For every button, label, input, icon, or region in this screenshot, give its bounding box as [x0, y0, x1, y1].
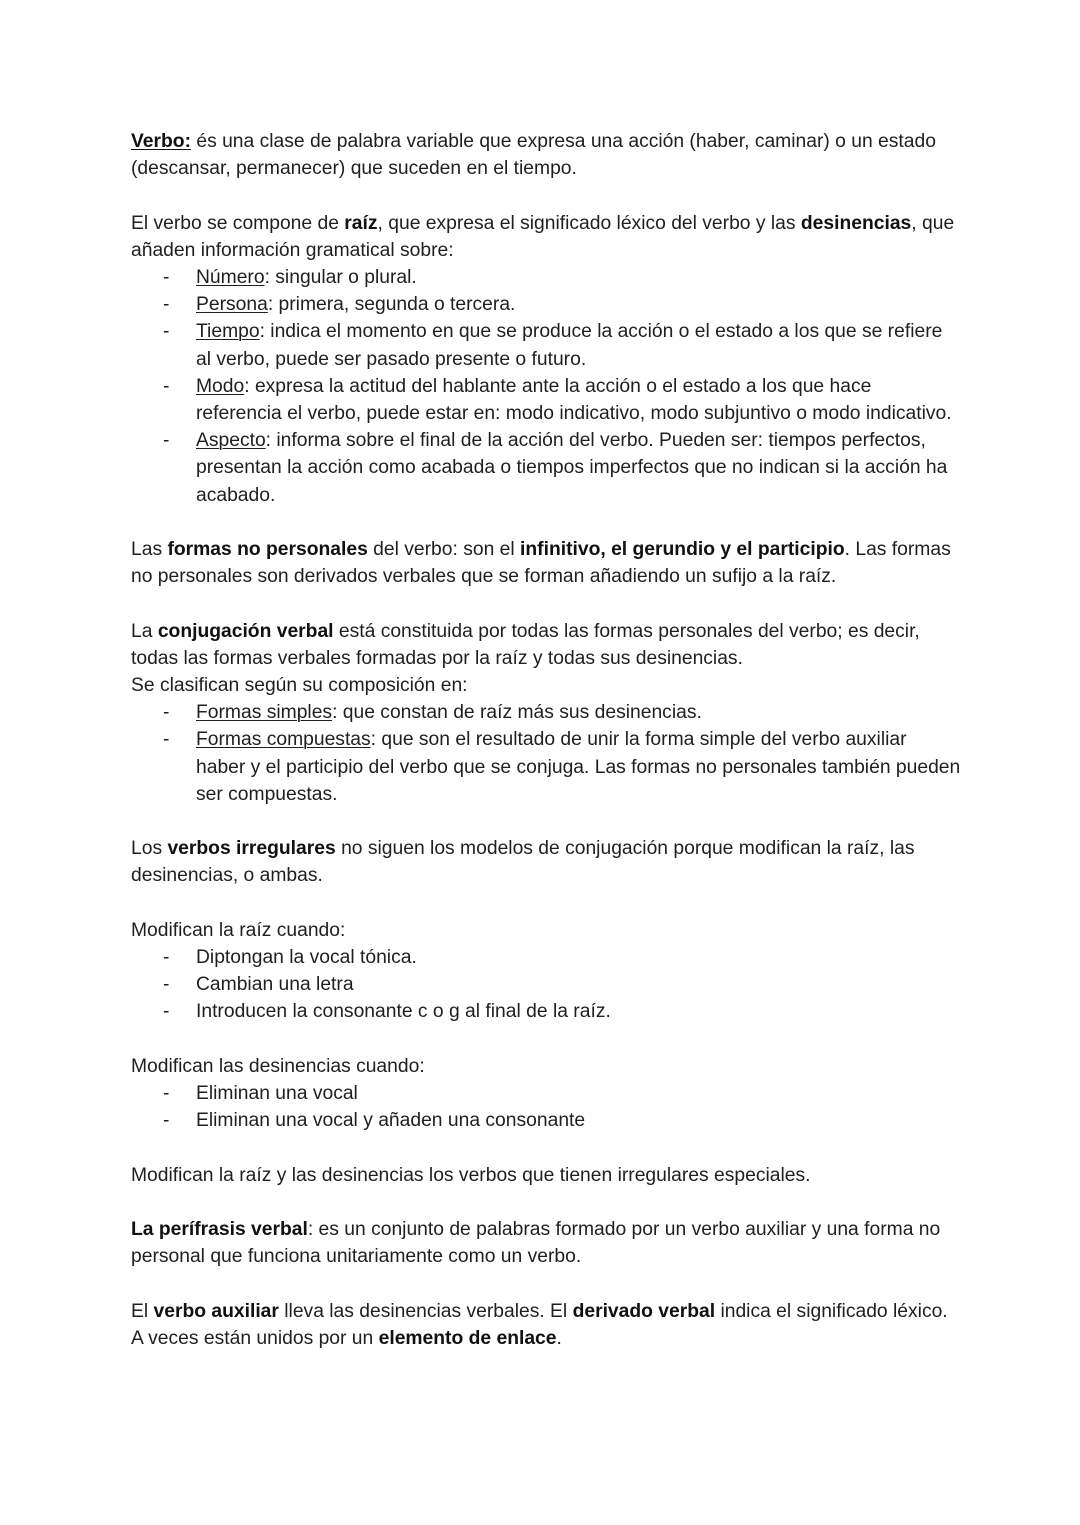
- grammatical-info-list: [131, 264, 961, 509]
- special-irregulars-paragraph: Modifican la raíz y las desinencias los verbos que tienen irregulares especiales.: [131, 1164, 811, 1186]
- periphrasis-paragraph: La perífrasis verbal: es un conjunto de palabras formado por un verbo auxiliar y una forma no personal que funciona unitariamente como un verbo.: [131, 1219, 941, 1268]
- verbo-definition: Verbo: és una clase de palabra variable que expresa una acción (haber, caminar) o un estado (descansar, permanecer) que suceden en el tiempo.: [131, 131, 936, 180]
- auxiliary-verb-paragraph: El verbo auxiliar lleva las desinencias verbales. El derivado verbal indica el significado léxico. A veces están unidos por un elemento de enlace.: [131, 1300, 948, 1349]
- list-item: - Aspecto: informa sobre el final de la acción del verbo. Pueden ser: tiempos perfectos, presentan la acción como acabada o tiempos imperfectos que no indican si la acción ha acabado.: [196, 427, 961, 509]
- spacer: [131, 509, 961, 536]
- document-page: [131, 128, 961, 1352]
- list-item: - Modo: expresa la actitud del hablante ante la acción o el estado a los que hace referencia el verbo, puede estar en: modo indicativo, modo subjuntivo o modo indicativo.: [196, 373, 961, 427]
- list-item: - Eliminan una vocal: [196, 1080, 961, 1107]
- spacer: [131, 1026, 961, 1053]
- irregular-verbs-paragraph: Los verbos irregulares no siguen los modelos de conjugación porque modifican la raíz, las desinencias, o ambas.: [131, 838, 915, 887]
- spacer: [131, 1189, 961, 1216]
- root-modification-list: [131, 944, 961, 1026]
- spacer: [131, 808, 961, 835]
- ending-modification-list: [131, 1080, 961, 1134]
- verb-structure-paragraph: El verbo se compone de raíz, que expresa el significado léxico del verbo y las desinencias, que añaden información gramatical sobre:: [131, 212, 955, 261]
- non-personal-forms-paragraph: Las formas no personales del verbo: son el infinitivo, el gerundio y el participio. Las formas no personales son derivados verbales que se forman añadiendo un sufijo a la raíz.: [131, 539, 951, 588]
- list-item: - Persona: primera, segunda o tercera.: [196, 291, 961, 318]
- composition-list: [131, 699, 961, 808]
- list-item: - Tiempo: indica el momento en que se produce la acción o el estado a los que se refiere al verbo, puede ser pasado presente o futuro.: [196, 318, 961, 372]
- list-item: - Formas simples: que constan de raíz más sus desinencias.: [196, 699, 961, 726]
- root-modification-intro: Modifican la raíz cuando:: [131, 919, 346, 941]
- list-item: - Formas compuestas: que son el resultado de unir la forma simple del verbo auxiliar haber y el participio del verbo que se conjuga. Las formas no personales también pueden ser compuestas.: [196, 726, 961, 808]
- classification-intro: Se clasifican según su composición en:: [131, 675, 468, 697]
- ending-modification-intro: Modifican las desinencias cuando:: [131, 1055, 425, 1077]
- verbo-term: Verbo:: [131, 131, 191, 152]
- spacer: [131, 590, 961, 617]
- spacer: [131, 890, 961, 917]
- list-item: - Cambian una letra: [196, 971, 961, 998]
- spacer: [131, 182, 961, 209]
- conjugation-paragraph: La conjugación verbal está constituida por todas las formas personales del verbo; es decir, todas las formas verbales formadas por la raíz y todas sus desinencias.: [131, 620, 920, 669]
- list-item: - Eliminan una vocal y añaden una consonante: [196, 1107, 961, 1134]
- list-item: - Diptongan la vocal tónica.: [196, 944, 961, 971]
- list-item: - Número: singular o plural.: [196, 264, 961, 291]
- list-item: - Introducen la consonante c o g al final de la raíz.: [196, 998, 961, 1025]
- spacer: [131, 1270, 961, 1297]
- spacer: [131, 1134, 961, 1161]
